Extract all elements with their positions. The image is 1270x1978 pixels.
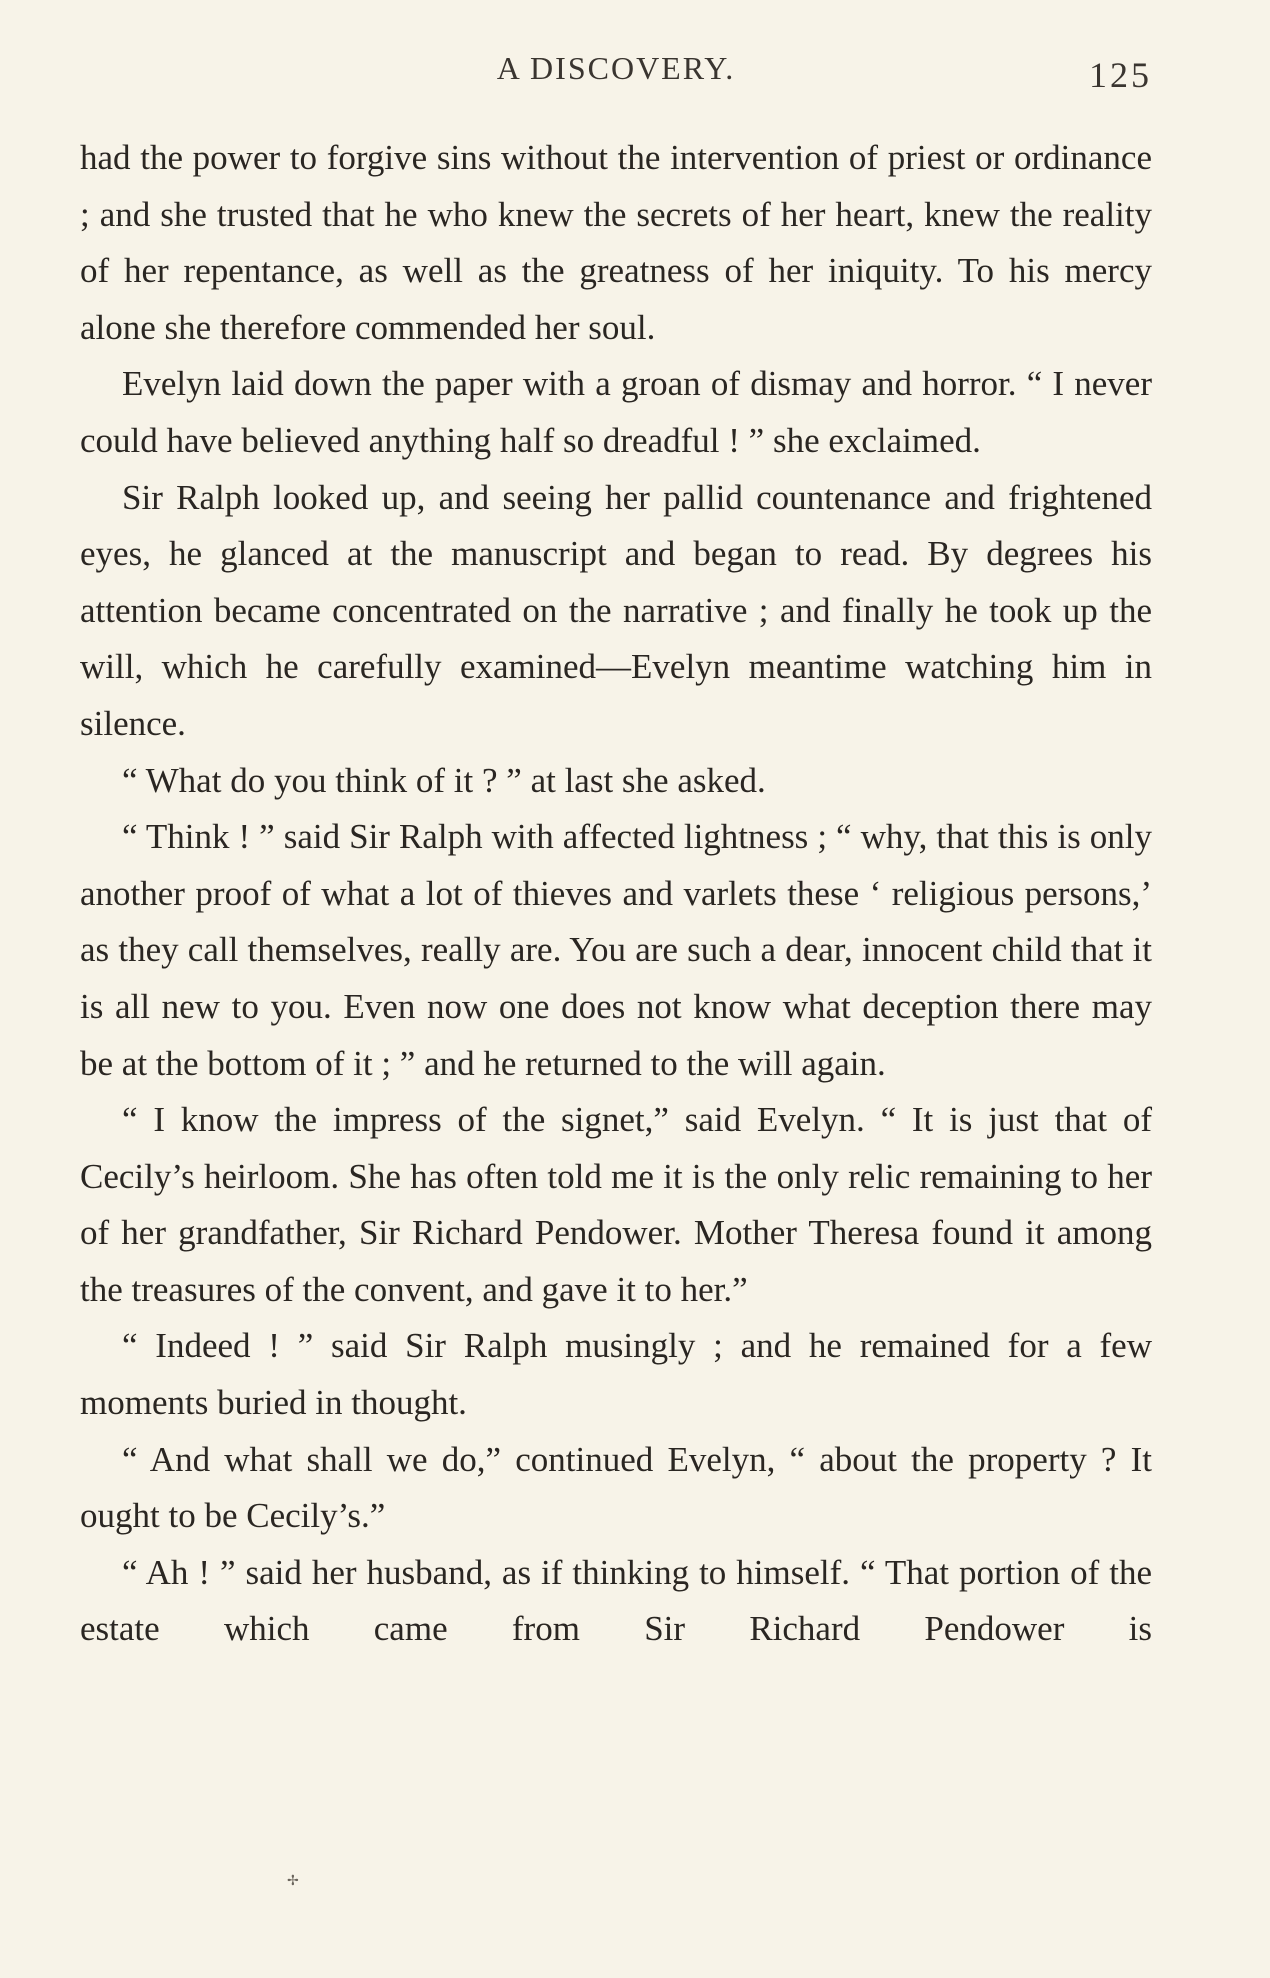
paragraph-sir-ralph-reads: Sir Ralph looked up, and seeing her pallid countenance and frightened eyes, he glanced at the manuscript and began to read. By degrees his attention became concentrated on the narrative ; and finally he took up the will, which he carefully examined—Evelyn meantime watching him in silence.: [80, 477, 1152, 743]
book-page: [80, 50, 1152, 1658]
paragraph-evelyn-dismay: Evelyn laid down the paper with a groan of dismay and horror. “ I never could have believed anything half so dreadful ! ” she exclaimed.: [80, 364, 1152, 460]
running-title: A DISCOVERY.: [496, 50, 736, 86]
paragraph-sir-ralph-think: “ Think ! ” said Sir Ralph with affected lightness ; “ why, that this is only another proof of what a lot of thieves and varlets these ‘ religious persons,’ as they call themselves, really are. You are such a dear, innocent child that it is all new to you. Even now one does not know what deception there may be at the bottom of it ; ” and he returned to the will again.: [80, 817, 1152, 1083]
running-head: [80, 50, 1152, 106]
paragraph-signet: “ I know the impress of the signet,” said Evelyn. “ It is just that of Cecily’s heirloom. She has often told me it is the only relic remaining to her of her grandfather, Sir Richard Pendower. Mother Theresa found it among the treasures of the convent, and gave it to her.”: [80, 1100, 1152, 1309]
paragraph-husband: “ Ah ! ” said her husband, as if thinking to himself. “ That portion of the estate which came from Sir Richard Pendower is: [80, 1552, 1152, 1649]
page-number: 125: [1089, 55, 1152, 95]
paragraph-indeed: “ Indeed ! ” said Sir Ralph musingly ; and he remained for a few moments buried in thought.: [80, 1326, 1152, 1423]
paragraph-property: “ And what shall we do,” continued Evelyn, “ about the property ? It ought to be Cecily’s.”: [80, 1439, 1152, 1536]
body-text: [80, 130, 1152, 1658]
paragraph-continuation: had the power to forgive sins without the intervention of priest or ordinance ; and she trusted that he who knew the secrets of her heart, knew the reality of her repentance, as well as the greatness of her iniquity. To his mercy alone she therefore commended her soul.: [80, 138, 1152, 347]
paragraph-evelyn-asks: “ What do you think of it ? ” at last she asked.: [122, 760, 766, 800]
print-smudge-mark: ✢: [287, 1874, 299, 1889]
